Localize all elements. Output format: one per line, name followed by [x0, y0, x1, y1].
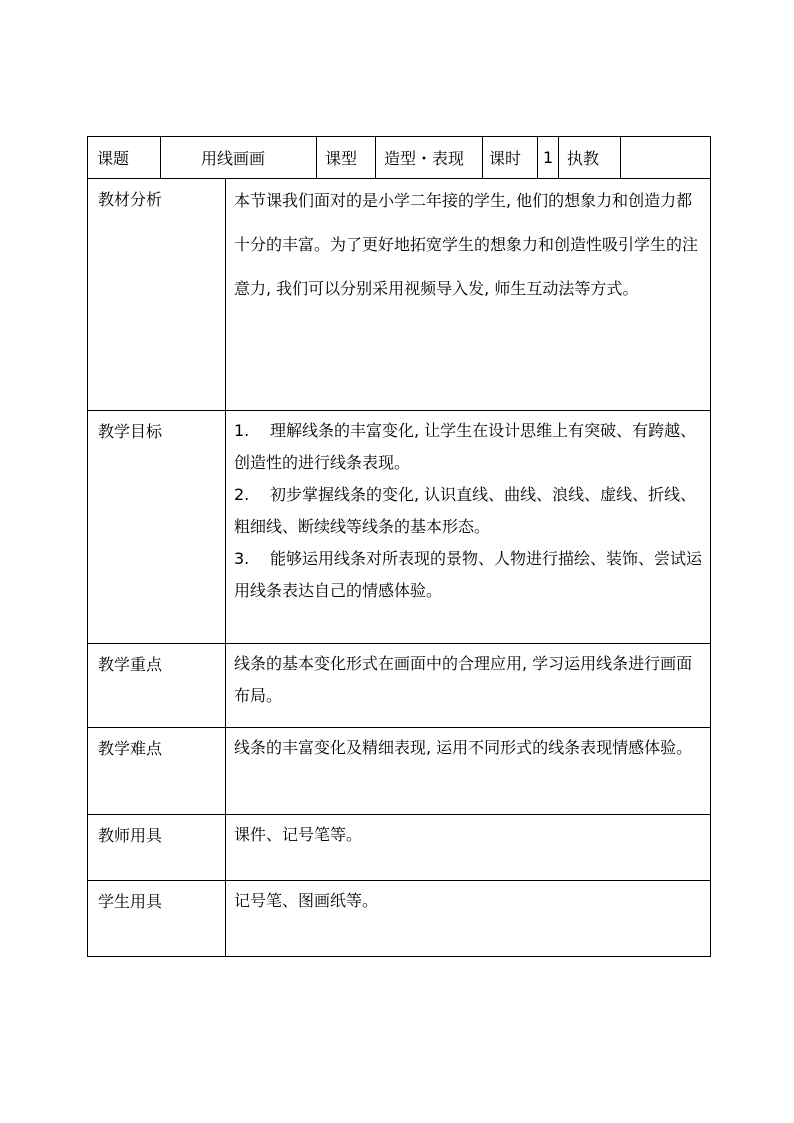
teacher-tools-row	[88, 814, 710, 880]
student-tools-label: 学生用具	[88, 881, 226, 956]
hours-label-cell	[483, 137, 538, 178]
goal-text: 能够运用线条对所表现的景物、人物进行描绘、装饰、尝试运用线条表达自己的情感体验。	[234, 549, 703, 600]
teacher-tools-text: 课件、记号笔等。	[234, 825, 363, 844]
topic-value: 用线画画	[201, 149, 266, 168]
type-value: 造型・表现	[384, 149, 465, 168]
difficulties-row	[88, 727, 710, 814]
topic-value-cell	[161, 137, 317, 178]
goals-label: 教学目标	[88, 411, 226, 643]
topic-label-cell	[88, 137, 161, 178]
type-label-cell	[317, 137, 376, 178]
goal-item	[234, 479, 704, 543]
goal-number: 3.	[234, 549, 250, 568]
difficulties-label: 教学难点	[88, 728, 226, 814]
key-points-label: 教学重点	[88, 644, 226, 727]
student-tools-row	[88, 880, 710, 956]
difficulties-text: 线条的丰富变化及精细表现, 运用不同形式的线条表现情感体验。	[234, 738, 693, 757]
goal-text: 理解线条的丰富变化, 让学生在设计思维上有突破、有跨越、创造性的进行线条表现。	[234, 421, 697, 472]
goal-number: 1.	[234, 421, 250, 440]
topic-label: 课题	[97, 149, 130, 168]
goal-item	[234, 543, 704, 607]
hours-label: 课时	[489, 149, 522, 168]
hours-value-cell	[538, 137, 559, 178]
type-label: 课型	[325, 149, 358, 168]
teacher-label: 执教	[567, 149, 600, 168]
analysis-label: 教材分析	[88, 179, 226, 410]
key-points-row	[88, 643, 710, 727]
goal-item	[234, 415, 704, 479]
teacher-label-cell	[559, 137, 621, 178]
type-value-cell	[376, 137, 483, 178]
student-tools-text: 记号笔、图画纸等。	[234, 891, 379, 910]
goal-number: 2.	[234, 485, 250, 504]
analysis-row	[88, 178, 710, 410]
goals-content	[226, 411, 710, 643]
teacher-value-cell	[621, 137, 710, 178]
teacher-tools-label: 教师用具	[88, 815, 226, 880]
key-points-text: 线条的基本变化形式在画面中的合理应用, 学习运用线条进行画面布局。	[234, 654, 693, 705]
goals-row	[88, 410, 710, 643]
goal-text: 初步掌握线条的变化, 认识直线、曲线、浪线、虚线、折线、粗细线、断续线等线条的基本形态。	[234, 485, 697, 536]
analysis-text: 本节课我们面对的是小学二年接的学生, 他们的想象力和创造力都十分的丰富。为了更好地拓宽学生的想象力和创造性吸引学生的注意力, 我们可以分别采用视频导入发, 师生互动法等方式。	[234, 191, 699, 298]
header-row	[87, 136, 711, 179]
hours-value: 1	[543, 148, 554, 167]
lesson-table	[87, 178, 711, 957]
